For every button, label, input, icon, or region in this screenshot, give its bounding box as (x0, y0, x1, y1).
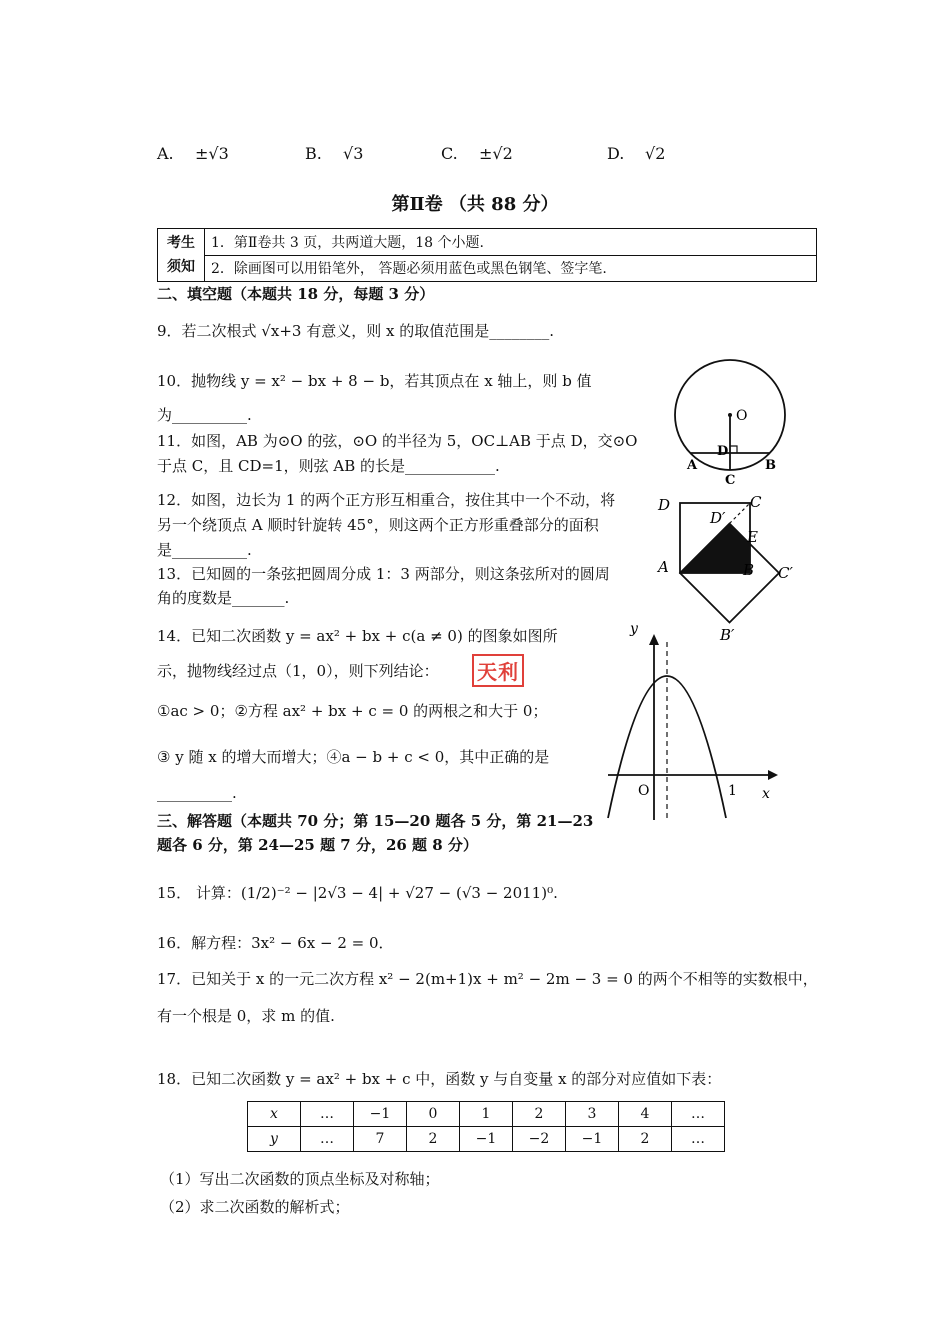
label-c-prime: C′ (778, 564, 793, 582)
choice-a-value: ±√3 (195, 144, 229, 163)
question-16: 16．解方程：3x² − 6x − 2 = 0． (157, 934, 394, 952)
parabola-graph (600, 620, 790, 825)
label-o: O (736, 408, 748, 424)
table-cell: −2 (513, 1127, 566, 1152)
table-cell: −1 (566, 1127, 619, 1152)
question-15: 15． 计算：(1/2)⁻² − |2√3 − 4| + √27 − (√3 − 2011)⁰. (157, 884, 558, 902)
notice-header-top: 考生 (167, 235, 195, 251)
choice-b-label: B. (305, 144, 322, 163)
question-13-line2: 角的度数是_______. (157, 589, 290, 607)
choice-d-label: D. (607, 144, 625, 163)
label-y: y (630, 621, 638, 637)
publisher-stamp: 天利 (472, 654, 524, 687)
notice-header-bottom: 须知 (167, 259, 195, 275)
y-axis-arrow (649, 634, 659, 645)
notice-line-2: 2．除画图可以用铅笔外， 答题必须用蓝色或黑色钢笔、签字笔. (205, 255, 817, 282)
center-point (728, 413, 732, 417)
choice-c-label: C. (441, 144, 458, 163)
table-header-y: y (248, 1127, 301, 1152)
choice-c-value: ±√2 (479, 144, 513, 163)
section-title: 第Ⅱ卷 （共 88 分） (391, 194, 559, 215)
table-cell: … (672, 1102, 725, 1127)
table-cell: −1 (354, 1102, 407, 1127)
label-origin: O (638, 783, 650, 799)
choice-a-label: A. (157, 144, 174, 163)
x-axis-arrow (768, 770, 778, 780)
question-10-line1: 10．抛物线 y = x² − bx + 8 − b，若其顶点在 x 轴上，则 b 值 (157, 372, 592, 390)
circle-figure (670, 355, 790, 490)
question-9: 9．若二次根式 √x+3 有意义，则 x 的取值范围是________. (157, 322, 554, 340)
question-17-line2: 有一个根是 0，求 m 的值. (157, 1007, 335, 1025)
table-header-x: x (248, 1102, 301, 1127)
notice-line-1: 1．第Ⅱ卷共 3 页，共两道大题，18 个小题. (205, 229, 817, 256)
label-e: E (747, 528, 758, 546)
label-b-prime: B′ (720, 626, 735, 644)
label-c: C (725, 473, 736, 488)
label-d: D (717, 444, 729, 459)
table-cell: 3 (566, 1102, 619, 1127)
label-c: C (750, 493, 762, 511)
table-row-x (248, 1102, 725, 1127)
table-cell: 4 (619, 1102, 672, 1127)
question-14-line5: __________. (157, 784, 237, 802)
value-table (247, 1101, 725, 1152)
question-14-line4: ③ y 随 x 的增大而增大；④a − b + c < 0，其中正确的是 (157, 748, 550, 766)
table-cell: 2 (619, 1127, 672, 1152)
label-d: D (658, 496, 671, 514)
table-cell: 2 (407, 1127, 460, 1152)
question-18-sub2: （2）求二次函数的解析式； (160, 1198, 350, 1216)
table-cell: … (301, 1102, 354, 1127)
question-11-line2: 于点 C，且 CD=1，则弦 AB 的长是____________. (157, 457, 500, 475)
question-12-line1: 12．如图，边长为 1 的两个正方形互相重合，按住其中一个不动，将 (157, 491, 616, 509)
question-12-line3: 是__________. (157, 541, 252, 559)
question-18-sub1: （1）写出二次函数的顶点坐标及对称轴； (160, 1170, 440, 1188)
overlap-region (680, 524, 750, 574)
table-cell: −1 (460, 1127, 513, 1152)
table-cell: 7 (354, 1127, 407, 1152)
question-13-line1: 13．已知圆的一条弦把圆周分成 1：3 两部分，则这条弦所对的圆周 (157, 565, 610, 583)
label-a: A (687, 458, 698, 473)
table-cell: 0 (407, 1102, 460, 1127)
choice-d-value: √2 (645, 144, 666, 163)
question-14-line2: 示，抛物线经过点（1，0），则下列结论： (157, 662, 439, 680)
table-cell: 2 (513, 1102, 566, 1127)
label-a: A (658, 558, 669, 576)
question-18: 18．已知二次函数 y = ax² + bx + c 中，函数 y 与自变量 x 的部分对应值如下表： (157, 1070, 722, 1088)
label-x: x (762, 786, 770, 802)
label-b: B (765, 458, 776, 473)
part2-heading: 二、填空题（本题共 18 分，每题 3 分） (157, 285, 435, 303)
dashed-line (730, 503, 751, 524)
question-10-line2: 为__________. (157, 406, 252, 424)
label-d-prime: D′ (710, 509, 726, 527)
question-14-line1: 14．已知二次函数 y = ax² + bx + c(a ≠ 0) 的图象如图所 (157, 627, 558, 645)
notice-header (158, 229, 205, 282)
table-row-y (248, 1127, 725, 1152)
question-14-line3: ①ac > 0；②方程 ax² + bx + c = 0 的两根之和大于 0； (157, 702, 548, 720)
table-cell: … (672, 1127, 725, 1152)
question-11-line1: 11．如图，AB 为⊙O 的弦，⊙O 的半径为 5，OC⊥AB 于点 D，交⊙O (157, 432, 638, 450)
table-cell: 1 (460, 1102, 513, 1127)
part3-heading-line2: 题各 6 分，第 24—25 题 7 分，26 题 8 分） (157, 836, 478, 854)
question-12-line2: 另一个绕顶点 A 顺时针旋转 45°，则这两个正方形重叠部分的面积 (157, 516, 599, 534)
choice-b-value: √3 (343, 144, 364, 163)
right-angle-mark (730, 446, 737, 453)
notice-box (157, 228, 817, 282)
part3-heading-line1: 三、解答题（本题共 70 分；第 15—20 题各 5 分，第 21—23 (157, 812, 594, 830)
label-b: B (743, 561, 755, 579)
label-one: 1 (728, 783, 737, 799)
question-17-line1: 17．已知关于 x 的一元二次方程 x² − 2(m+1)x + m² − 2m − 3 = 0 的两个不相等的实数根中， (157, 970, 818, 988)
table-cell: … (301, 1127, 354, 1152)
